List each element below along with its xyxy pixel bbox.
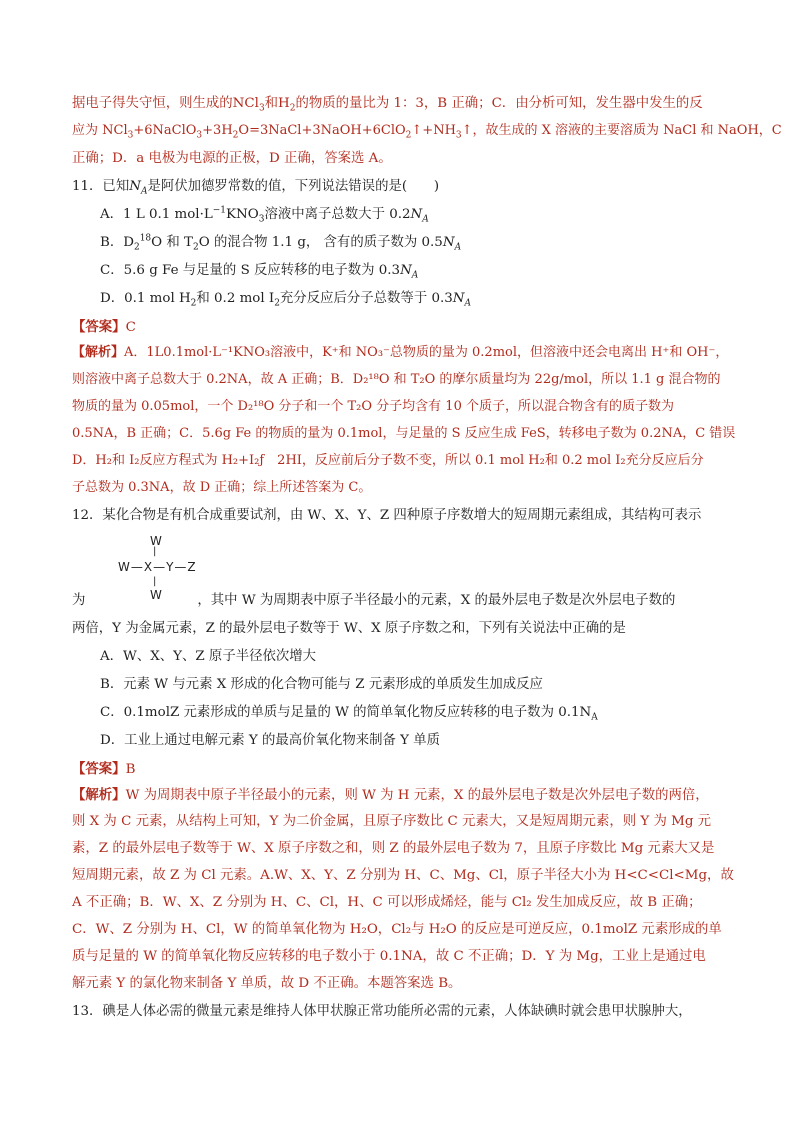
struct-row: W—X—Y—Z [118,560,197,574]
question-12-analysis-line-8: 解元素 Y 的氯化物来制备 Y 单质，故 D 不正确。本题答案选 B。 [72,976,462,991]
question-11-stem: 11．已知$N_A$是阿伏加德罗常数的值，下列说法错误的是( ) [72,179,440,197]
question-12-analysis-line-3: 素，Z 的最外层电子数等于 W、X 原子序数之和，则 Z 的最外层电子数为 7，且原子序数比 Mg 元素大又是 [72,841,715,856]
question-11-option-b: B．$D_2^{18}O$ 和 $T_2O$ 的混合物 1.1 g， 含有的质子数为 $0.5N_A$ [100,233,462,253]
question-11-analysis-line-3: 物质的量为 0.05mol，一个 D₂¹⁸O 分子和一个 T₂O 分子均含有 10 个质子，所以混合物含有的质子数为 [72,399,674,414]
question-11-analysis-line-2: 则溶液中离子总数大于 0.2NA，故 A 正确；B．D₂¹⁸O 和 T₂O 的摩尔质量均为 22g/mol，所以 1.1 g 混合物的 [72,372,721,387]
question-12-option-d: D．工业上通过电解元素 Y 的最高价氧化物来制备 Y 单质 [100,733,441,748]
struct-bond-top: | [153,546,157,557]
analysis-continuation-line-2: 应为 $NCl_3+6NaClO_3+3H_2O=3NaCl+3NaOH+6ClO_2↑+NH_3↑$，故生成的 X 溶液的主要溶质为 NaCl 和 NaOH，C [72,123,782,141]
question-11-analysis-line-1: 【解析】A．1L0.1mol·L⁻¹KNO₃溶液中，K⁺和 NO₃⁻总物质的量为 0.2mol，但溶液中还会电离出 H⁺和 OH⁻， [72,345,729,360]
analysis-continuation-line-3: 正确；D．a 电极为电源的正极，D 正确，答案选 A。 [72,151,392,166]
question-11-analysis-line-6: 子总数为 0.3NA，故 D 正确；综上所述答案为 C。 [72,480,372,495]
question-11-analysis-line-4: 0.5NA，B 正确；C．5.6g Fe 的物质的量为 0.1mol，与足量的 S 反应生成 FeS，转移电子数为 0.2NA，C 错误 [72,426,736,441]
question-12-option-c: C．0.1molZ 元素形成的单质与足量的 W 的简单氧化物反应转移的电子数为 $0.1N_A$ [100,705,598,723]
question-13-stem-line-1: 13．碘是人体必需的微量元素是维持人体甲状腺正常功能所必需的元素，人体缺碘时就会患甲状腺肿大， [72,1004,692,1019]
question-12-answer: 【答案】B [72,761,136,777]
question-11-analysis-line-5: D．H₂和 I₂反应方程式为 H₂+I₂ƒ 2HI，反应前后分子数不变，所以 0.1 mol H₂和 0.2 mol I₂充分反应后分 [72,453,704,468]
question-12-stem-line-2: 为 ，其中 W 为周期表中原子半径最小的元素，X 的最外层电子数是次外层电子数的 [72,593,676,608]
question-12-analysis-line-6: C．W、Z 分别为 H、Cl，W 的简单氧化物为 H₂O，Cl₂与 H₂O 的反应是可逆反应，0.1molZ 元素形成的单 [72,922,722,937]
struct-w-bottom: W [150,588,162,602]
question-12-stem-line-1: 12．某化合物是有机合成重要试剂，由 W、X、Y、Z 四种原子序数增大的短周期元素组成，其结构可表示 [72,508,702,523]
question-12-option-a: A．W、X、Y、Z 原子半径依次增大 [100,649,317,664]
question-12-option-b: B．元素 W 与元素 X 形成的化合物可能与 Z 元素形成的单质发生加成反应 [100,677,543,692]
question-11-option-c: C．5.6 g Fe 与足量的 S 反应转移的电子数为 $0.3N_A$ [100,263,419,281]
question-12-analysis-line-5: A 不正确；B．W、X、Z 分别为 H、C、Cl，H、C 可以形成烯烃，能与 Cl₂ 发生加成反应，故 B 正确； [72,895,702,910]
question-12-analysis-line-1: 【解析】W 为周期表中原子半径最小的元素，则 W 为 H 元素，X 的最外层电子数是次外层电子数的两倍， [72,787,709,803]
analysis-continuation-line-1: 据电子得失守恒，则生成的NCl$_3$和$H_2$的物质的量比为 1：3，B 正确；C．由分析可知，发生器中发生的反 [72,96,703,114]
question-11-answer: 【答案】C [72,319,136,335]
struct-bond-bottom: | [153,576,157,587]
question-12-stem-line-3: 两倍，Y 为金属元素，Z 的最外层电子数等于 W、X 原子序数之和，下列有关说法中正确的是 [72,621,626,636]
question-12-analysis-line-7: 质与足量的 W 的简单氧化物反应转移的电子数小于 0.1NA，故 C 不正确；D．Y 为 Mg，工业上是通过电 [72,949,706,964]
question-11-option-a: A．1 L 0.1 $mol\cdot L^{-1}KNO_3$溶液中离子总数大于 $0.2N_A$ [100,205,429,225]
struct-w-top: W [150,534,162,548]
question-12-analysis-line-2: 则 X 为 C 元素，从结构上可知，Y 为二价金属，且原子序数比 C 元素大，又是短周期元素，则 Y 为 Mg 元 [72,814,712,829]
question-11-option-d: D．0.1 mol $H_2$和 0.2 mol $I_2$充分反应后分子总数等于 $0.3N_A$ [100,291,471,309]
question-12-analysis-line-4: 短周期元素，故 Z 为 Cl 元素。A.W、X、Y、Z 分别为 H、C、Mg、Cl，原子半径大小为 H<C<Cl<Mg，故 [72,868,734,883]
